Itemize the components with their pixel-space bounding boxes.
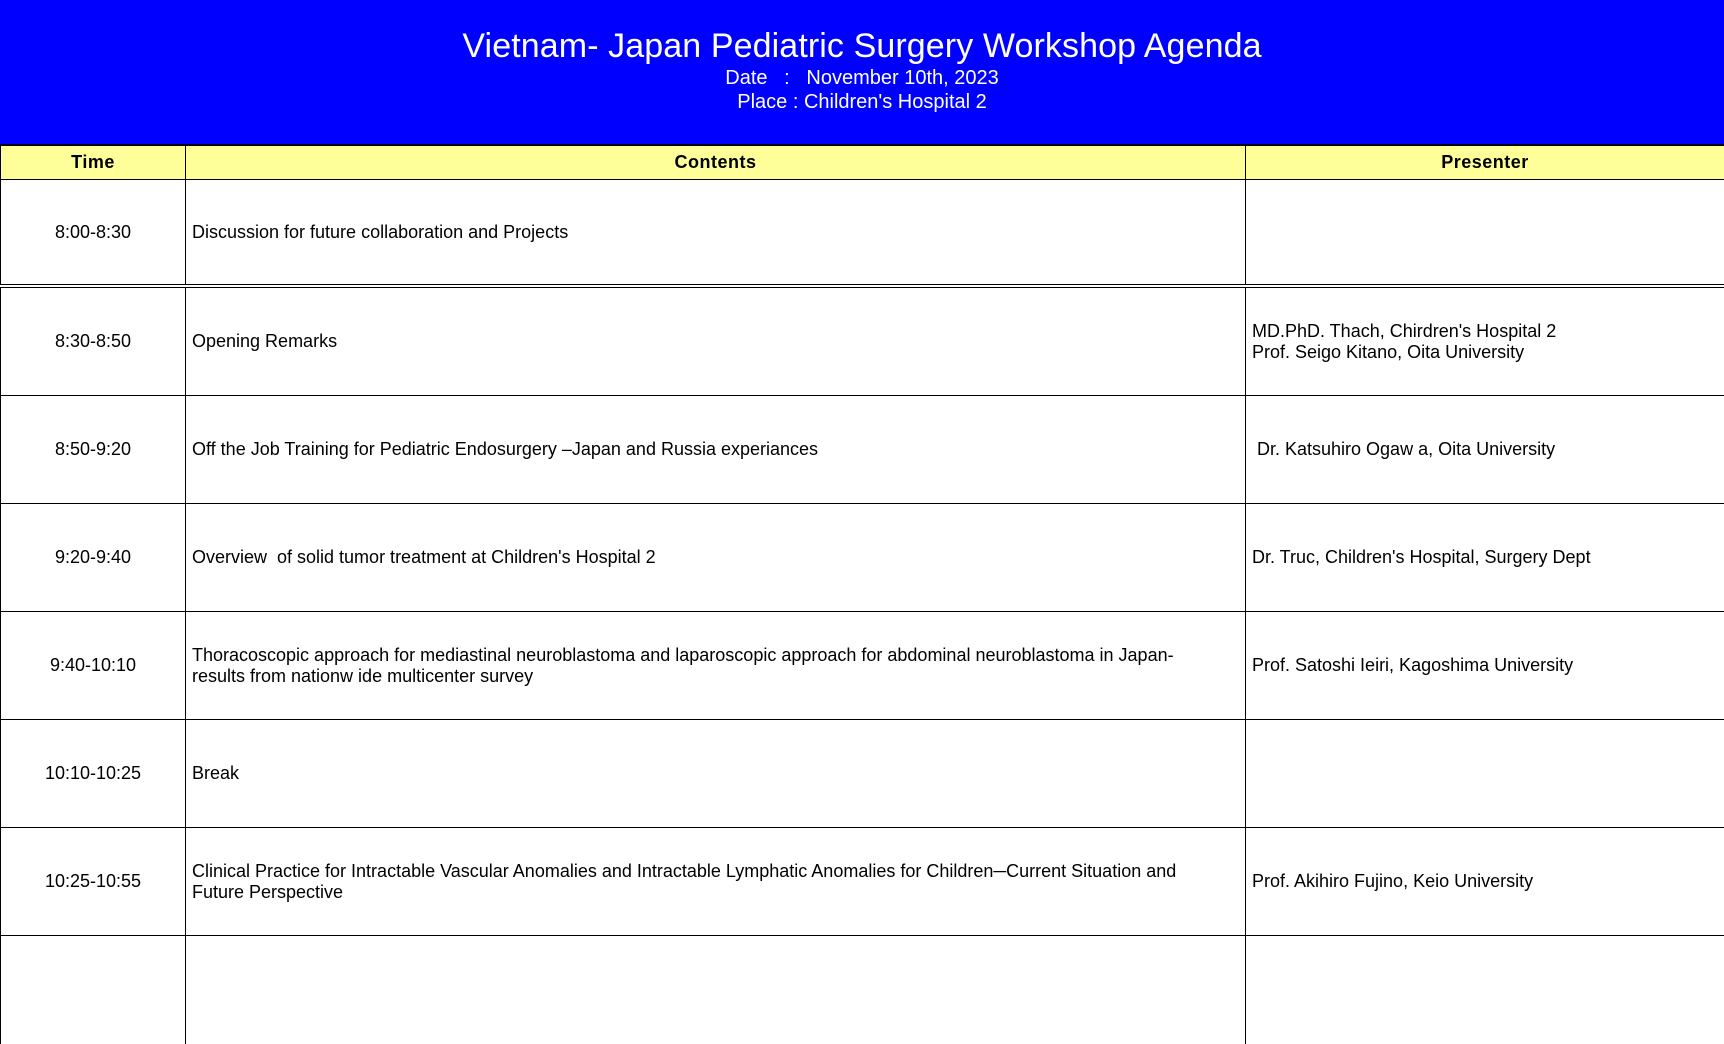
time-cell: 9:20-9:40 — [0, 504, 185, 611]
contents-cell — [185, 936, 1245, 1044]
contents-line: Thoracoscopic approach for mediastinal neuroblastoma and laparoscopic approach for abdominal neuroblastoma in Japan- — [192, 644, 1174, 665]
presenter-cell — [1245, 288, 1724, 395]
presenter-cell — [1245, 180, 1724, 284]
table-row — [0, 396, 1724, 504]
time-cell: 8:00-8:30 — [0, 180, 185, 284]
agenda-date: Date : November 10th, 2023 — [725, 67, 999, 89]
contents-cell — [185, 612, 1245, 719]
contents-cell: Opening Remarks — [185, 288, 1245, 395]
contents-cell: Overview of solid tumor treatment at Children's Hospital 2 — [185, 504, 1245, 611]
agenda-table — [0, 146, 1724, 1044]
contents-line: results from nationw ide multicenter survey — [192, 665, 534, 686]
table-row — [0, 828, 1724, 936]
contents-cell: Discussion for future collaboration and Projects — [185, 180, 1245, 284]
column-header-contents: Contents — [185, 146, 1245, 179]
time-cell: 10:25-10:55 — [0, 828, 185, 935]
agenda-header — [0, 0, 1724, 146]
table-row — [0, 180, 1724, 288]
column-header-time: Time — [0, 146, 185, 179]
presenter-cell: Prof. Satoshi Ieiri, Kagoshima University — [1245, 612, 1724, 719]
table-row — [0, 504, 1724, 612]
contents-cell: Break — [185, 720, 1245, 827]
time-cell — [0, 936, 185, 1044]
table-row — [0, 288, 1724, 396]
presenter-line: Dr. Katsuhiro Ogaw a, Oita University — [1252, 439, 1556, 459]
table-row — [0, 612, 1724, 720]
time-cell: 10:10-10:25 — [0, 720, 185, 827]
presenter-cell — [1245, 720, 1724, 827]
presenter-line: Prof. Seigo Kitano, Oita University — [1252, 341, 1525, 362]
presenter-cell — [1245, 936, 1724, 1044]
presenter-cell: Prof. Akihiro Fujino, Keio University — [1245, 828, 1724, 935]
presenter-cell: Dr. Truc, Children's Hospital, Surgery Dept — [1245, 504, 1724, 611]
column-header-presenter: Presenter — [1245, 146, 1724, 179]
time-cell: 8:30-8:50 — [0, 288, 185, 395]
agenda-place: Place : Children's Hospital 2 — [737, 91, 987, 113]
contents-cell — [185, 828, 1245, 935]
presenter-line: MD.PhD. Thach, Chirdren's Hospital 2 — [1252, 320, 1557, 341]
time-cell: 8:50-9:20 — [0, 396, 185, 503]
table-row — [0, 720, 1724, 828]
agenda-title: Vietnam- Japan Pediatric Surgery Workshop Agenda — [462, 27, 1262, 65]
contents-line: Future Perspective — [192, 881, 344, 902]
contents-cell: Off the Job Training for Pediatric Endosurgery –Japan and Russia experiances — [185, 396, 1245, 503]
time-cell: 9:40-10:10 — [0, 612, 185, 719]
table-row-partial — [0, 936, 1724, 1044]
table-header-row — [0, 146, 1724, 180]
presenter-cell — [1245, 396, 1724, 503]
contents-line: Clinical Practice for Intractable Vascular Anomalies and Intractable Lymphatic Anomalies for Children─Current Situation and — [192, 860, 1177, 881]
